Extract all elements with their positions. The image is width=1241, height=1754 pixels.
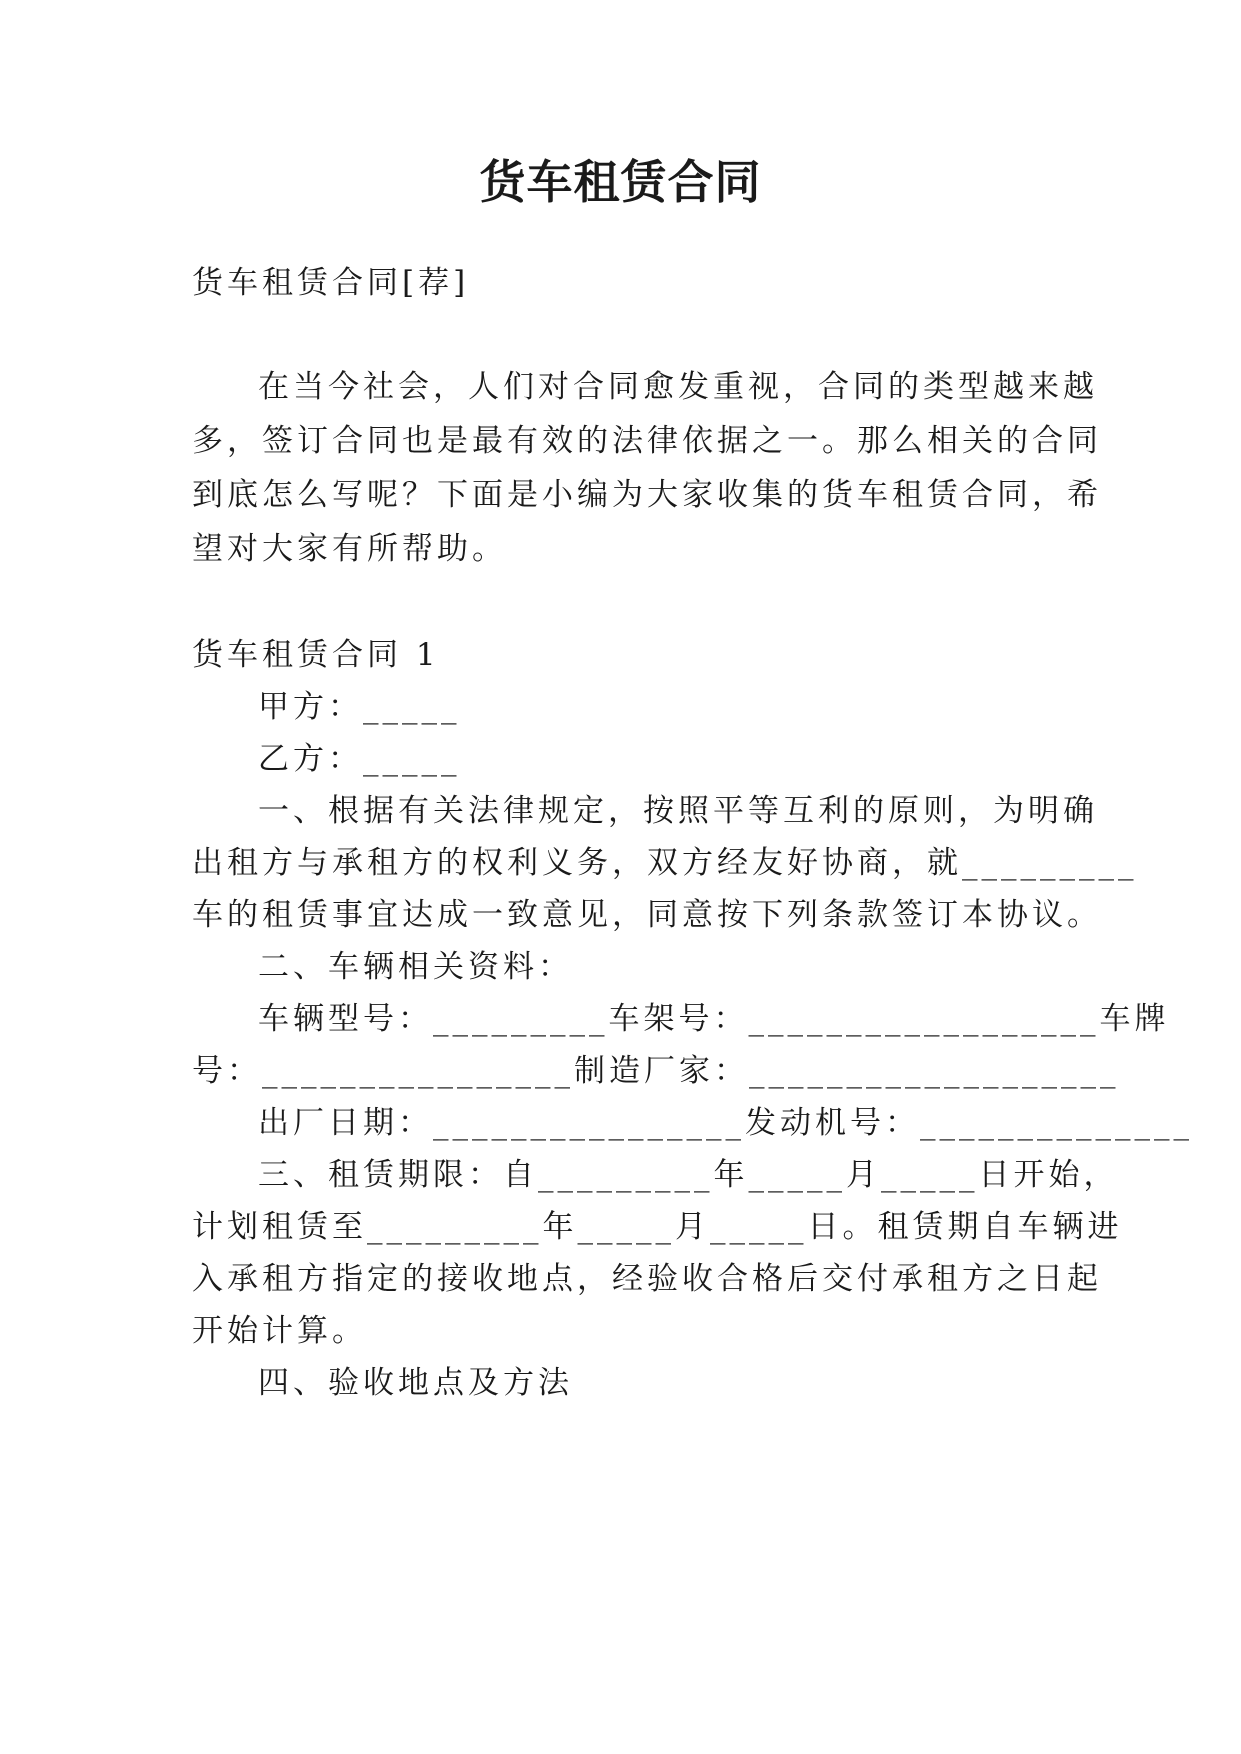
- clause-line: 二、车辆相关资料：: [258, 949, 573, 985]
- clause-line: 开始计算。: [192, 1313, 367, 1349]
- intro-line: 多，签订合同也是最有效的法律依据之一。那么相关的合同: [192, 423, 1102, 459]
- clause-line: 计划租赁至_________年_____月_____日。租赁期自车辆进: [192, 1209, 1123, 1245]
- clause-line: 出租方与承租方的权利义务，双方经友好协商，就_________: [192, 845, 1138, 881]
- clause-line: 入承租方指定的接收地点，经验收合格后交付承租方之日起: [192, 1261, 1102, 1297]
- clause-line: 车辆型号：_________车架号：__________________车牌: [258, 1001, 1170, 1037]
- document-title: 货车租赁合同: [479, 155, 762, 209]
- clause-line: 出厂日期：________________发动机号：______________: [258, 1105, 1193, 1141]
- intro-line: 望对大家有所帮助。: [192, 531, 507, 567]
- party-b-line: 乙方：_____: [258, 741, 461, 777]
- intro-line: 在当今社会，人们对合同愈发重视，合同的类型越来越: [258, 369, 1098, 405]
- contract-heading: 货车租赁合同 1: [192, 637, 440, 673]
- document-subtitle: 货车租赁合同[荐]: [192, 265, 470, 301]
- intro-line: 到底怎么写呢？下面是小编为大家收集的货车租赁合同，希: [192, 477, 1102, 513]
- clause-line: 一、根据有关法律规定，按照平等互利的原则，为明确: [258, 793, 1098, 829]
- clause-line: 车的租赁事宜达成一致意见，同意按下列条款签订本协议。: [192, 897, 1102, 933]
- clause-line: 四、验收地点及方法: [258, 1365, 573, 1401]
- party-a-line: 甲方：_____: [258, 689, 461, 725]
- clause-line: 号：________________制造厂家：___________________: [192, 1053, 1120, 1089]
- clause-line: 三、租赁期限：自_________年_____月_____日开始，: [258, 1157, 1119, 1193]
